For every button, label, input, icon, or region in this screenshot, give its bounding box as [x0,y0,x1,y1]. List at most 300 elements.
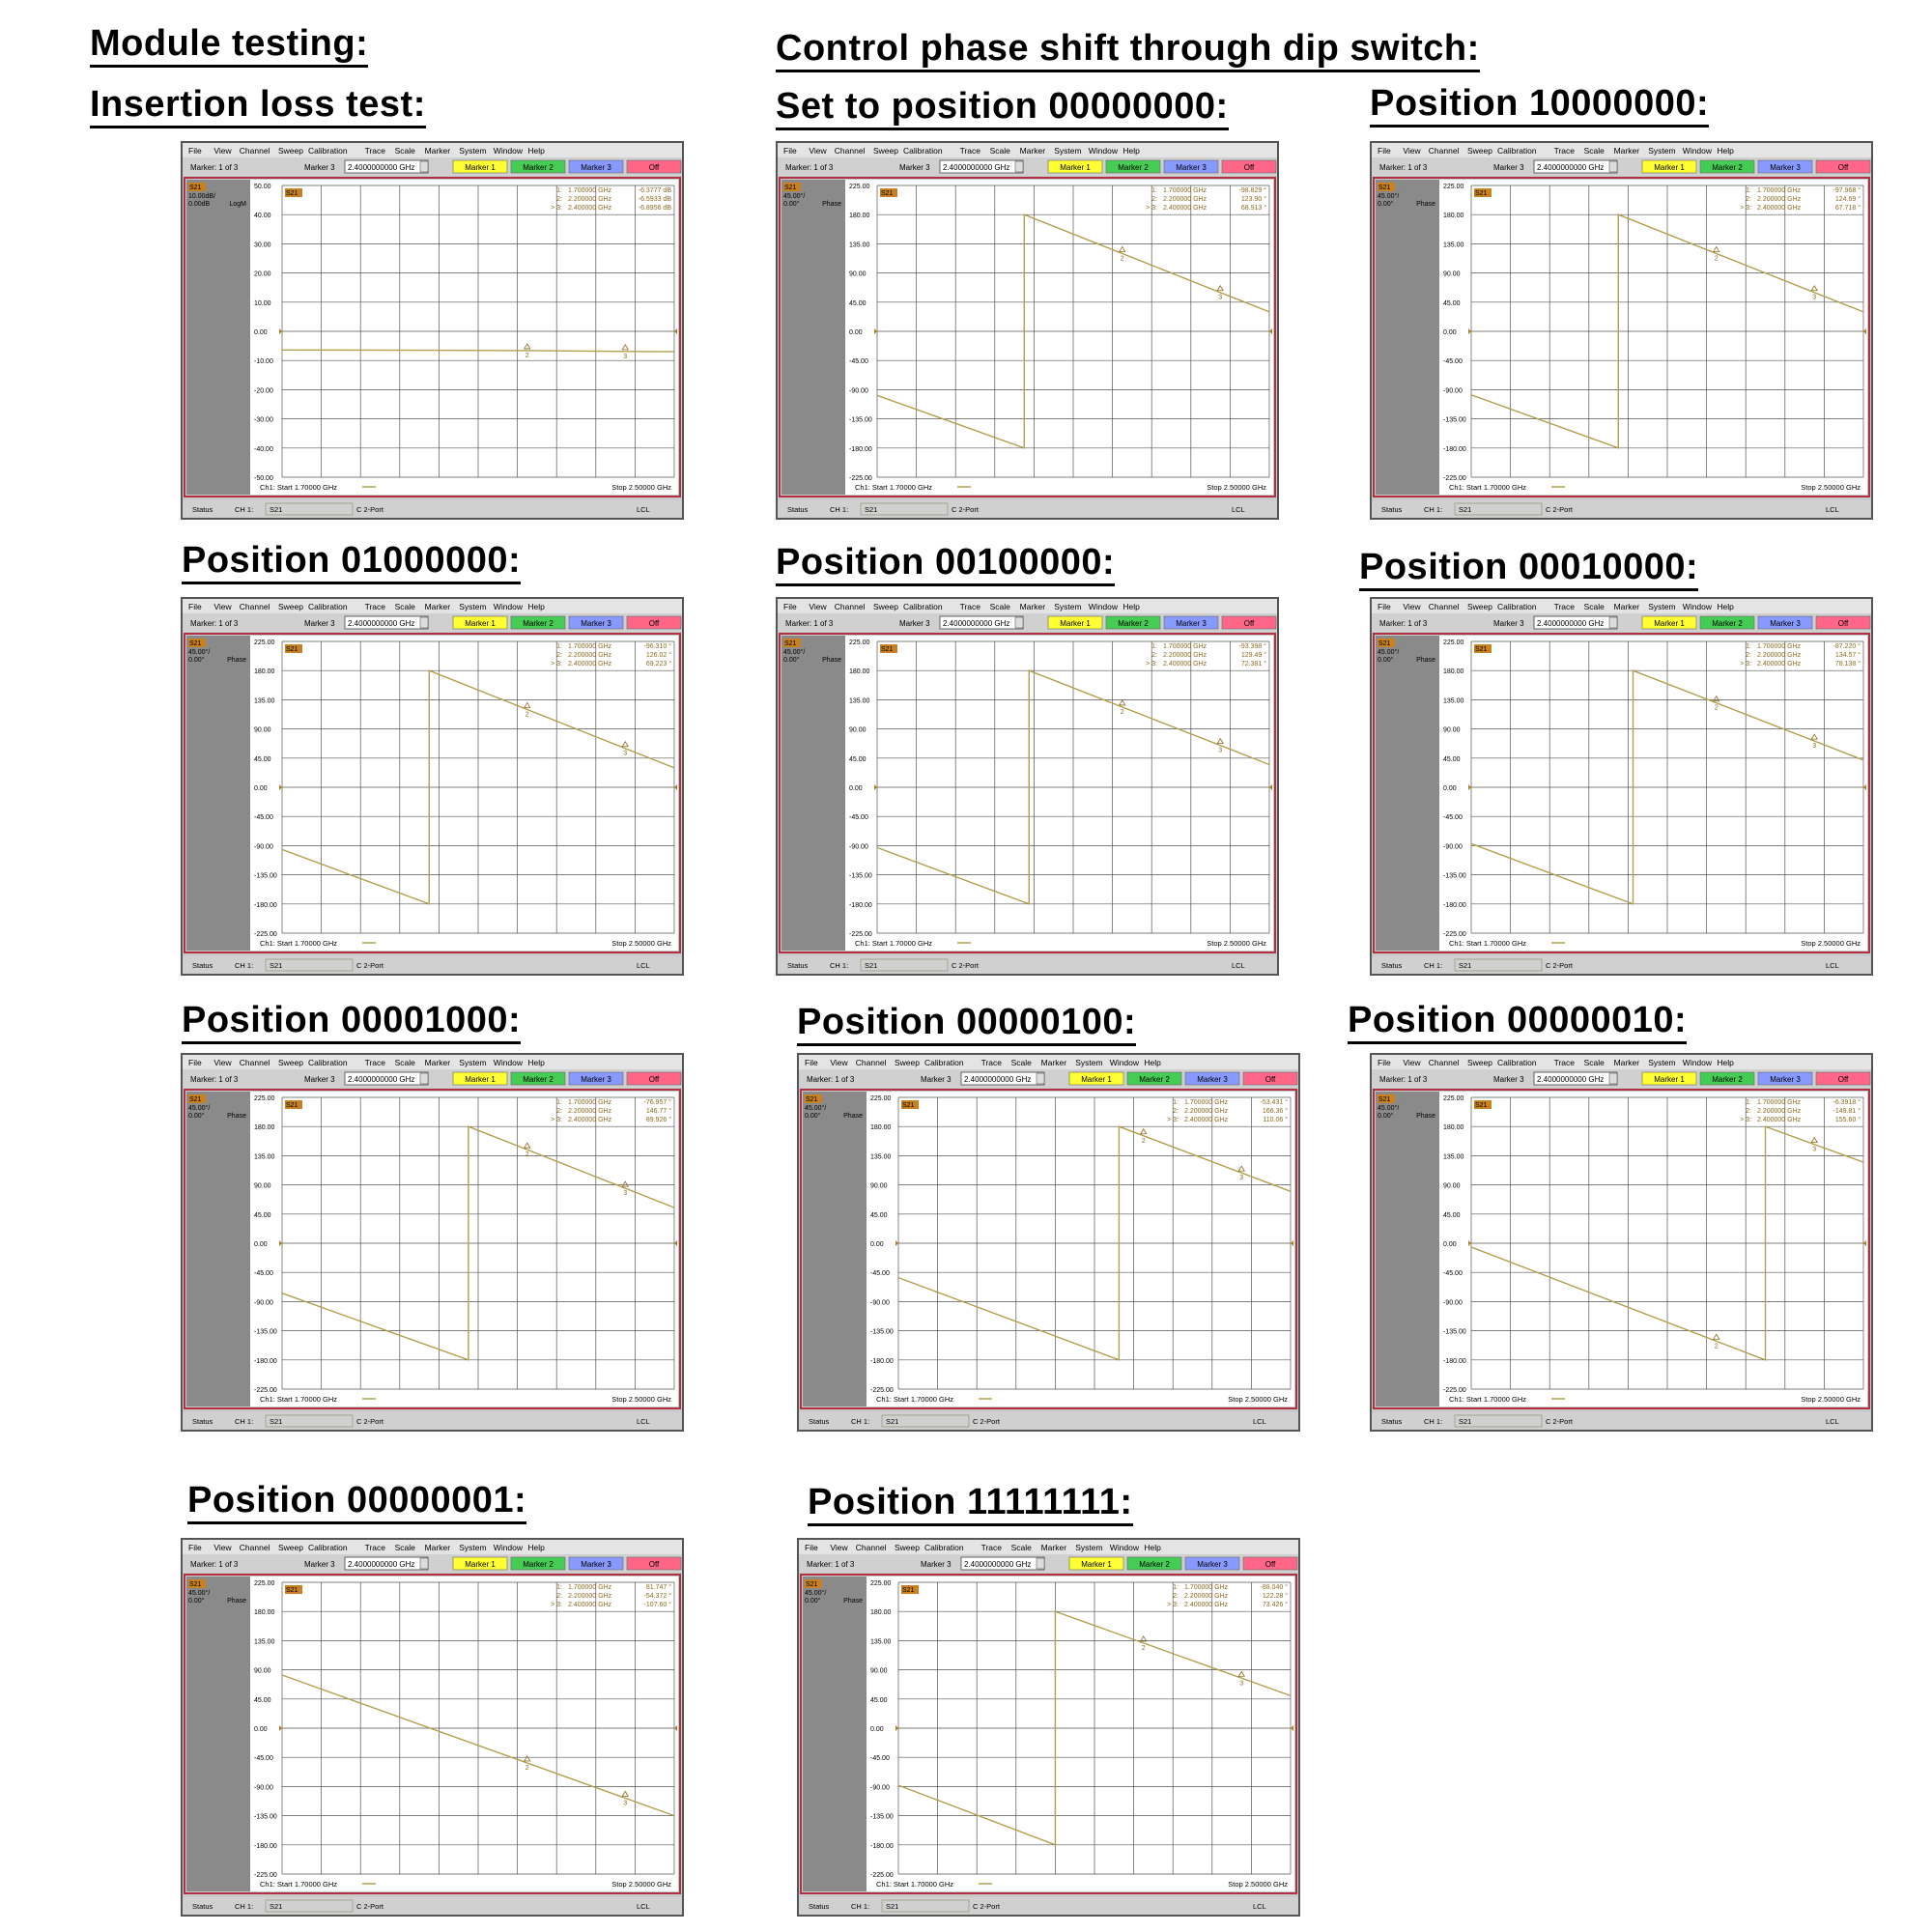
marker-freq-stepper[interactable] [1037,1558,1044,1569]
y-tick-label: 225.00 [849,184,870,190]
menu-item-window[interactable]: Window [1109,1543,1140,1552]
menu-item-help[interactable]: Help [1144,1543,1161,1552]
menu-item-sweep[interactable]: Sweep [895,1058,920,1067]
status-field: S21 [886,1417,899,1426]
y-tick-label: -45.00 [849,358,868,366]
marker-readout-index: 1: [1151,643,1157,650]
y-tick-label: 0.00 [870,1241,884,1248]
menu-item-window[interactable]: Window [493,602,524,611]
menu-item-file[interactable]: File [783,602,797,611]
y-tick-label: 90.00 [849,726,867,734]
menu-item-sweep[interactable]: Sweep [278,1543,303,1552]
marker-freq-value: 2.4000000000 GHz [964,1075,1032,1084]
vna-window-pos-01000000 [181,597,684,976]
trace-ref: 0.00° [805,1113,821,1120]
sweep-start-label: Ch1: Start 1.70000 GHz [876,1395,954,1404]
menu-item-channel[interactable]: Channel [239,602,270,611]
menu-item-trace[interactable]: Trace [980,1543,1003,1552]
status-bar [1372,956,1871,974]
y-tick-label: 45.00 [1443,1211,1461,1219]
menu-item-file[interactable]: File [1378,602,1391,611]
menu-item-sweep[interactable]: Sweep [278,602,303,611]
marker-readout-value: 129.49 ° [1240,652,1266,659]
marker-freq-stepper[interactable] [420,161,428,172]
trace-info-panel [803,1092,867,1406]
marker-readout-index: 1: [556,187,562,194]
marker-button-label: Off [648,1560,660,1569]
marker-number: 3 [623,353,628,360]
menu-item-channel[interactable]: Channel [834,602,866,611]
plot-trace-name: S21 [1475,646,1488,653]
marker-readout-index: 2: [1746,196,1751,203]
menu-item-system[interactable]: System [459,146,487,156]
vna-screen [1372,1055,1871,1430]
y-tick-label: 180.00 [1443,1124,1464,1132]
menu-item-view[interactable]: View [809,146,827,156]
menu-item-system[interactable]: System [1054,602,1082,611]
marker-button-label: Marker 3 [1770,163,1801,172]
marker-freq-stepper[interactable] [1015,161,1023,172]
marker-number: 2 [1120,255,1124,263]
marker-freq-value: 2.4000000000 GHz [348,163,415,172]
marker-button-label: Marker 1 [465,619,496,628]
marker-count: Marker: 1 of 3 [190,163,239,172]
menu-item-file[interactable]: File [188,1058,202,1067]
menu-item-window[interactable]: Window [1682,1058,1713,1067]
menu-item-channel[interactable]: Channel [1428,1058,1460,1067]
trace-ref: 0.00° [188,657,205,664]
menu-item-sweep[interactable]: Sweep [1467,146,1492,156]
sweep-stop-label: Stop 2.50000 GHz [611,939,671,948]
menu-item-calibration[interactable]: Calibration [903,602,943,611]
menu-item-window[interactable]: Window [1682,146,1713,156]
y-tick-label: 225.00 [254,639,275,646]
menu-item-window[interactable]: Window [1682,602,1713,611]
marker-readout-freq: 2.400000 GHz [1163,661,1208,668]
marker-freq-stepper[interactable] [1037,1073,1044,1084]
marker-readout-value: 72.381 ° [1240,661,1266,668]
marker-freq-stepper[interactable] [1015,617,1023,628]
menu-item-channel[interactable]: Channel [1428,602,1460,611]
menu-item-marker[interactable]: Marker [424,602,451,611]
y-tick-label: 180.00 [849,668,870,676]
menu-item-calibration[interactable]: Calibration [308,1058,348,1067]
marker-readout-value: -96.310 ° [643,643,671,650]
menu-item-view[interactable]: View [1403,1058,1421,1067]
y-tick-label: 90.00 [1443,1182,1461,1190]
marker-freq-stepper[interactable] [420,1073,428,1084]
menu-item-marker[interactable]: Marker [1019,146,1046,156]
vna-screen [183,599,682,974]
menu-item-scale[interactable]: Scale [394,602,415,611]
marker-number: 2 [1714,1343,1719,1350]
status-field: CH 1: [235,961,254,970]
marker-readout-index: 2: [556,652,562,659]
menu-item-help[interactable]: Help [527,1058,545,1067]
marker-readout-value: -54.372 ° [643,1593,671,1600]
y-tick-label: -90.00 [254,1299,273,1307]
sweep-stop-label: Stop 2.50000 GHz [1801,939,1861,948]
trace-format: Phase [1416,1113,1435,1120]
menu-item-marker[interactable]: Marker [1613,602,1640,611]
menu-item-sweep[interactable]: Sweep [873,146,898,156]
marker-button-label: Off [1264,1075,1276,1084]
menu-item-view[interactable]: View [213,146,232,156]
status-field: C 2-Port [356,961,384,970]
trace-scale: 45.00°/ [805,1590,827,1597]
trace-format: Phase [227,657,246,664]
menu-item-marker[interactable]: Marker [1040,1543,1067,1552]
y-tick-label: -225.00 [254,1387,277,1394]
menu-item-calibration[interactable]: Calibration [308,1543,348,1552]
y-tick-label: 225.00 [870,1580,892,1587]
plot-trace-name: S21 [902,1102,915,1109]
marker-button-label: Off [648,1075,660,1084]
menu-item-sweep[interactable]: Sweep [1467,602,1492,611]
marker-button-label: Marker 1 [1654,1075,1685,1084]
menu-item-help[interactable]: Help [1122,146,1140,156]
y-tick-label: 135.00 [1443,242,1464,249]
status-field: Status [809,1902,830,1911]
marker-freq-value: 2.4000000000 GHz [348,1560,415,1569]
menu-item-file[interactable]: File [188,146,202,156]
y-tick-label: 180.00 [1443,668,1464,676]
menu-item-scale[interactable]: Scale [989,602,1010,611]
menu-item-marker[interactable]: Marker [1019,602,1046,611]
y-tick-label: -135.00 [849,872,872,880]
y-tick-label: 90.00 [254,1182,271,1190]
menu-item-trace[interactable]: Trace [959,602,981,611]
menu-item-channel[interactable]: Channel [239,1543,270,1552]
plot-area-bg [250,1092,678,1406]
marker-button-label: Marker 3 [581,1560,611,1569]
plot-trace-name: S21 [881,190,894,197]
status-field: LCL [1232,505,1245,514]
y-tick-label: 45.00 [870,1696,888,1704]
vna-screen [778,599,1277,974]
marker-readout-freq: 2.200000 GHz [1163,196,1208,203]
menu-item-channel[interactable]: Channel [1428,146,1460,156]
status-field: CH 1: [851,1417,870,1426]
vna-window-pos-00001000 [181,1053,684,1432]
marker-readout-value: 155.60 ° [1834,1117,1861,1123]
marker-readout-index: > 3: [1740,661,1751,668]
menu-item-calibration[interactable]: Calibration [308,146,348,156]
trace-format: Phase [227,1598,246,1605]
menu-item-sweep[interactable]: Sweep [1467,1058,1492,1067]
menu-item-sweep[interactable]: Sweep [873,602,898,611]
menu-item-help[interactable]: Help [527,602,545,611]
y-tick-label: -135.00 [1443,872,1466,880]
menu-item-system[interactable]: System [1648,1058,1676,1067]
trace-name: S21 [784,640,797,647]
marker-freq-stepper[interactable] [420,617,428,628]
menu-item-marker[interactable]: Marker [424,1058,451,1067]
y-tick-label: 135.00 [870,1638,892,1646]
menu-item-trace[interactable]: Trace [364,1058,386,1067]
trace-format: Phase [843,1113,863,1120]
menu-item-marker[interactable]: Marker [424,1543,451,1552]
marker-readout-value: -87.220 ° [1833,643,1861,650]
menu-item-view[interactable]: View [1403,602,1421,611]
menu-item-help[interactable]: Help [1717,146,1734,156]
y-tick-label: 180.00 [254,668,275,676]
menu-item-marker[interactable]: Marker [1613,146,1640,156]
menu-item-help[interactable]: Help [527,1543,545,1552]
marker-readout-value: -97.968 ° [1833,187,1861,194]
marker-button-label: Marker 2 [523,619,554,628]
marker-button-label: Marker 3 [1770,619,1801,628]
menu-item-marker[interactable]: Marker [1613,1058,1640,1067]
sweep-start-label: Ch1: Start 1.70000 GHz [260,1395,338,1404]
trace-scale: 10.00dB/ [188,193,216,200]
marker-readout-value: -93.398 ° [1238,643,1266,650]
trace-info-panel [186,1092,250,1406]
y-tick-label: 135.00 [254,697,275,705]
menu-item-file[interactable]: File [188,1543,202,1552]
plot-trace-name: S21 [1475,1102,1488,1109]
menu-item-file[interactable]: File [188,602,202,611]
marker-number: 3 [623,1190,628,1198]
trace-info-panel [803,1577,867,1891]
menu-item-view[interactable]: View [213,602,232,611]
menu-item-calibration[interactable]: Calibration [924,1543,964,1552]
y-tick-label: 180.00 [254,1609,275,1617]
menu-item-scale[interactable]: Scale [989,146,1010,156]
heading-pos-00000001: Position 00000001: [187,1481,526,1524]
menu-item-file[interactable]: File [1378,1058,1391,1067]
trace-ref: 0.00° [783,657,800,664]
status-field: CH 1: [1424,1417,1443,1426]
marker-freq-stepper[interactable] [1609,161,1617,172]
menu-item-system[interactable]: System [1054,146,1082,156]
menu-item-trace[interactable]: Trace [1553,1058,1576,1067]
menu-item-calibration[interactable]: Calibration [1497,1058,1537,1067]
menu-item-scale[interactable]: Scale [1583,1058,1605,1067]
marker-count: Marker: 1 of 3 [807,1560,855,1569]
status-field: LCL [637,505,650,514]
menu-item-scale[interactable]: Scale [1583,146,1605,156]
status-field: S21 [865,505,878,514]
status-field: Status [192,1417,213,1426]
y-tick-label: -135.00 [1443,416,1466,424]
menu-item-system[interactable]: System [1648,602,1676,611]
menu-item-calibration[interactable]: Calibration [308,602,348,611]
marker-button-label: Marker 3 [1176,619,1207,628]
menu-item-trace[interactable]: Trace [1553,146,1576,156]
plot-trace-name: S21 [286,190,298,197]
trace-format: Phase [1416,657,1435,664]
menu-item-view[interactable]: View [1403,146,1421,156]
marker-button-label: Marker 2 [1712,1075,1743,1084]
status-bar [183,1412,682,1430]
status-field: CH 1: [1424,505,1443,514]
y-tick-label: -45.00 [1443,814,1463,822]
menu-item-trace[interactable]: Trace [364,146,386,156]
sweep-start-label: Ch1: Start 1.70000 GHz [260,483,338,492]
menu-item-calibration[interactable]: Calibration [903,146,943,156]
marker-button-label: Marker 2 [1118,163,1149,172]
sweep-start-label: Ch1: Start 1.70000 GHz [876,1880,954,1889]
y-tick-label: -90.00 [254,1784,273,1792]
menu-item-scale[interactable]: Scale [1010,1058,1032,1067]
trace-scale: 45.00°/ [1378,649,1400,656]
menu-item-sweep[interactable]: Sweep [278,146,303,156]
y-tick-label: 45.00 [849,299,867,307]
menu-item-channel[interactable]: Channel [239,146,270,156]
menu-item-window[interactable]: Window [493,1543,524,1552]
heading-control-phase: Control phase shift through dip switch: [776,29,1480,72]
menu-item-view[interactable]: View [213,1543,232,1552]
menu-item-scale[interactable]: Scale [394,1543,415,1552]
menu-item-channel[interactable]: Channel [834,146,866,156]
menu-item-sweep[interactable]: Sweep [278,1058,303,1067]
marker-readout-index: > 3: [1167,1602,1179,1608]
marker-readout-value: 134.57 ° [1834,652,1861,659]
menu-item-scale[interactable]: Scale [1583,602,1605,611]
menu-item-file[interactable]: File [805,1543,818,1552]
y-tick-label: 225.00 [849,639,870,646]
menu-item-channel[interactable]: Channel [239,1058,270,1067]
y-tick-label: 30.00 [254,242,271,249]
menu-item-view[interactable]: View [830,1058,848,1067]
status-field: S21 [1459,961,1472,970]
status-field: CH 1: [235,505,254,514]
marker-freq-value: 2.4000000000 GHz [348,1075,415,1084]
y-tick-label: 90.00 [849,270,867,278]
y-tick-label: 225.00 [254,1095,275,1102]
y-tick-label: -180.00 [254,901,277,909]
marker-number: 3 [1812,743,1817,751]
trace-ref: 0.00° [188,1113,205,1120]
menu-item-system[interactable]: System [459,602,487,611]
menu-item-calibration[interactable]: Calibration [924,1058,964,1067]
menu-item-view[interactable]: View [213,1058,232,1067]
menu-item-system[interactable]: System [459,1058,487,1067]
y-tick-label: -180.00 [254,1842,277,1850]
menu-item-help[interactable]: Help [527,146,545,156]
status-field: C 2-Port [356,1417,384,1426]
menu-item-calibration[interactable]: Calibration [1497,602,1537,611]
marker-readout-value: -6.5933 dB [638,196,671,203]
marker-button-label: Marker 1 [465,1560,496,1569]
status-field: C 2-Port [356,505,384,514]
menu-item-help[interactable]: Help [1144,1058,1161,1067]
marker-number: 3 [1812,294,1817,301]
menu-item-system[interactable]: System [1075,1543,1103,1552]
sweep-stop-label: Stop 2.50000 GHz [1207,483,1266,492]
y-tick-label: 20.00 [254,270,271,278]
marker-button-label: Marker 1 [1060,163,1091,172]
trace-ref: 0.00dB [188,201,211,208]
menu-item-trace[interactable]: Trace [1553,602,1576,611]
status-field: LCL [1826,1417,1839,1426]
status-field: Status [1381,1417,1403,1426]
marker-readout-freq: 2.200000 GHz [1757,196,1802,203]
menu-item-help[interactable]: Help [1717,1058,1734,1067]
marker-readout-value: 89.926 ° [645,1117,671,1123]
sweep-stop-label: Stop 2.50000 GHz [1228,1880,1288,1889]
marker-readout-freq: 2.200000 GHz [1184,1593,1229,1600]
marker-readout-value: 78.138 ° [1834,661,1861,668]
marker-readout-index: 2: [556,1108,562,1115]
marker-freq-value: 2.4000000000 GHz [1537,1075,1605,1084]
menu-item-system[interactable]: System [459,1543,487,1552]
y-tick-label: -90.00 [254,843,273,851]
marker-readout-index: 1: [1746,1099,1751,1106]
heading-pos-00000000: Set to position 00000000: [776,87,1229,130]
marker-freq-stepper[interactable] [1609,617,1617,628]
menu-item-file[interactable]: File [1378,146,1391,156]
status-field: CH 1: [830,961,849,970]
sweep-stop-label: Stop 2.50000 GHz [611,483,671,492]
menu-item-help[interactable]: Help [1717,602,1734,611]
marker-readout-value: -107.60 ° [643,1602,671,1608]
marker-readout-index: > 3: [1740,205,1751,212]
marker-label: Marker 3 [1493,163,1524,172]
menu-item-window[interactable]: Window [1088,146,1119,156]
menu-item-file[interactable]: File [783,146,797,156]
sweep-stop-label: Stop 2.50000 GHz [1207,939,1266,948]
marker-button-label: Off [1243,163,1255,172]
menu-item-trace[interactable]: Trace [980,1058,1003,1067]
status-field: LCL [637,1902,650,1911]
heading-insertion-loss: Insertion loss test: [90,85,426,128]
y-tick-label: -90.00 [849,843,868,851]
trace-format: Phase [843,1598,863,1605]
marker-readout-index: 1: [1151,187,1157,194]
y-tick-label: -45.00 [1443,1270,1463,1278]
menu-item-window[interactable]: Window [493,146,524,156]
menu-item-system[interactable]: System [1075,1058,1103,1067]
menu-item-system[interactable]: System [1648,146,1676,156]
y-tick-label: 0.00 [254,785,268,792]
marker-readout-freq: 2.200000 GHz [568,1593,612,1600]
menu-item-file[interactable]: File [805,1058,818,1067]
menu-item-channel[interactable]: Channel [855,1058,887,1067]
trace-name: S21 [806,1581,818,1588]
y-tick-label: -225.00 [1443,1387,1466,1394]
menu-item-calibration[interactable]: Calibration [1497,146,1537,156]
menu-item-scale[interactable]: Scale [1010,1543,1032,1552]
plot-area-bg [867,1092,1294,1406]
marker-readout-index: 1: [1746,643,1751,650]
menu-item-scale[interactable]: Scale [394,1058,415,1067]
marker-readout-freq: 2.200000 GHz [1757,1108,1802,1115]
y-tick-label: 90.00 [870,1667,888,1675]
status-field: C 2-Port [952,505,979,514]
menu-item-view[interactable]: View [809,602,827,611]
marker-freq-stepper[interactable] [1609,1073,1617,1084]
menu-item-sweep[interactable]: Sweep [895,1543,920,1552]
marker-button-label: Off [1837,619,1849,628]
menu-item-window[interactable]: Window [493,1058,524,1067]
menu-item-scale[interactable]: Scale [394,146,415,156]
menu-item-help[interactable]: Help [1122,602,1140,611]
menu-item-view[interactable]: View [830,1543,848,1552]
menu-item-window[interactable]: Window [1109,1058,1140,1067]
marker-freq-stepper[interactable] [420,1558,428,1569]
heading-pos-00001000: Position 00001000: [182,1001,521,1044]
menu-item-trace[interactable]: Trace [364,1543,386,1552]
menu-item-marker[interactable]: Marker [424,146,451,156]
menu-item-channel[interactable]: Channel [855,1543,887,1552]
menu-item-marker[interactable]: Marker [1040,1058,1067,1067]
menu-item-trace[interactable]: Trace [959,146,981,156]
y-tick-label: 45.00 [254,1696,271,1704]
menu-item-trace[interactable]: Trace [364,602,386,611]
menu-item-window[interactable]: Window [1088,602,1119,611]
